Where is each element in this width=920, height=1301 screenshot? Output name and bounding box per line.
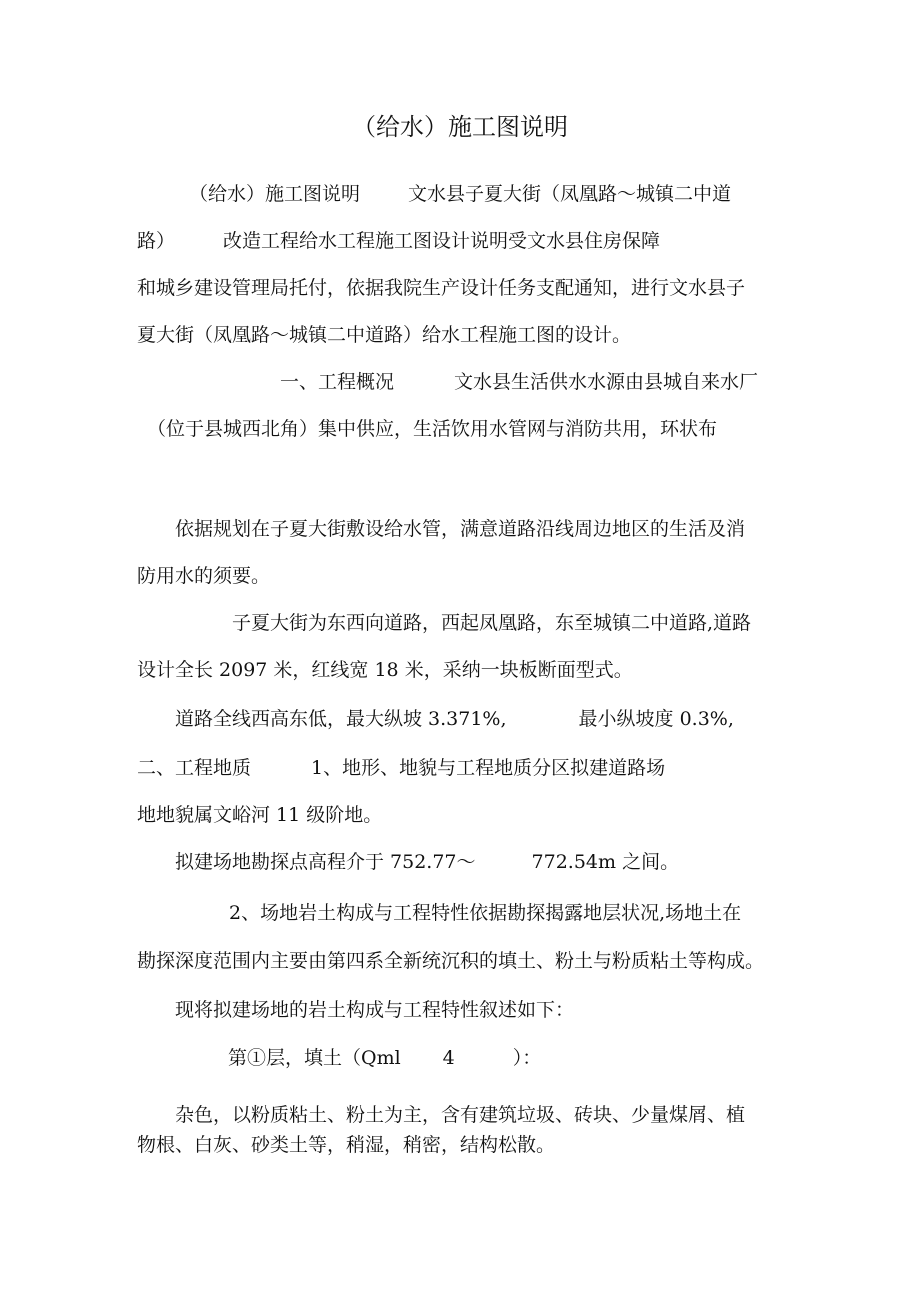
line-text: 1、地形、地貌与工程地质分区拟建道路场: [311, 757, 666, 779]
line-text: 路）: [137, 230, 176, 252]
line-text: 现将拟建场地的岩土构成与工程特性叙述如下：: [175, 999, 575, 1021]
text-line: [137, 801, 382, 829]
line-text: 杂色，以粉质粘土、粉土为主，含有建筑垃圾、砖块、少量煤屑、植: [175, 1104, 746, 1126]
line-text: 和城乡建设管理局托付，依据我院生产设计任务支配通知，进行文水县子: [137, 277, 746, 299]
text-line: [137, 227, 660, 255]
text-line: [137, 754, 665, 782]
line-text: 改造工程给水工程施工图设计说明受文水县住房保障: [223, 230, 661, 252]
line-text: 子夏大街为东西向道路，西起凤凰路，东至城镇二中道路,道路: [232, 612, 752, 634]
line-text: （位于县城西北角）集中供应，生活饮用水管网与消防共用，环状布: [147, 418, 718, 440]
line-text: 物根、白灰、砂类土等，稍湿，稍密，结构松散。: [137, 1134, 556, 1156]
line-text: 最小纵坡度 0.3%,: [578, 708, 734, 730]
text-line: [175, 1101, 745, 1129]
text-line: [232, 609, 751, 637]
text-line: [137, 274, 745, 302]
text-line: [137, 321, 631, 349]
line-text: 4: [442, 1047, 455, 1069]
line-text: 文水县子夏大街（凤凰路～城镇二中道: [408, 183, 732, 205]
line-text: 拟建场地勘探点高程介于 752.77～: [175, 851, 476, 873]
line-text: 设计全长 2097 米，红线宽 18 米，采纳一块板断面型式。: [137, 659, 633, 681]
text-line: [229, 899, 741, 927]
text-line: [137, 656, 633, 684]
text-line: [137, 947, 764, 975]
line-text: 勘探深度范围内主要由第四系全新统沉积的填土、粉土与粉质粘土等构成。: [137, 950, 765, 972]
line-text: 文水县生活供水水源由县城自来水厂: [454, 371, 759, 393]
line-text: 第①层，填土（Qml: [228, 1047, 401, 1069]
line-text: 道路全线西高东低，最大纵坡 3.371%,: [175, 708, 507, 730]
line-text: 一、工程概况: [280, 371, 395, 393]
line-text: 二、工程地质: [137, 757, 252, 779]
text-line: [228, 1044, 541, 1072]
text-line: [137, 1131, 555, 1159]
text-line: [175, 996, 574, 1024]
line-text: （给水）施工图说明: [189, 183, 361, 205]
line-text: 地地貌属文峪河 11 级阶地。: [137, 804, 383, 826]
line-text: 772.54m 之间。: [531, 851, 680, 873]
text-line: [189, 180, 731, 208]
text-line: [175, 705, 734, 733]
text-line: [175, 848, 679, 876]
text-line: [175, 515, 745, 543]
text-line: [280, 368, 758, 396]
document-title: （给水）施工图说明: [352, 113, 568, 141]
line-text: 依据规划在子夏大街敷设给水管，满意道路沿线周边地区的生活及消: [175, 518, 746, 540]
line-text: 夏大街（凤凰路～城镇二中道路）给水工程施工图的设计。: [137, 324, 632, 346]
text-line: [147, 415, 717, 443]
line-text: 2、场地岩土构成与工程特性依据勘探揭露地层状况,场地土在: [229, 902, 742, 924]
line-text: 防用水的须要。: [137, 565, 271, 587]
line-text: ）：: [512, 1047, 542, 1069]
text-line: [137, 562, 270, 590]
